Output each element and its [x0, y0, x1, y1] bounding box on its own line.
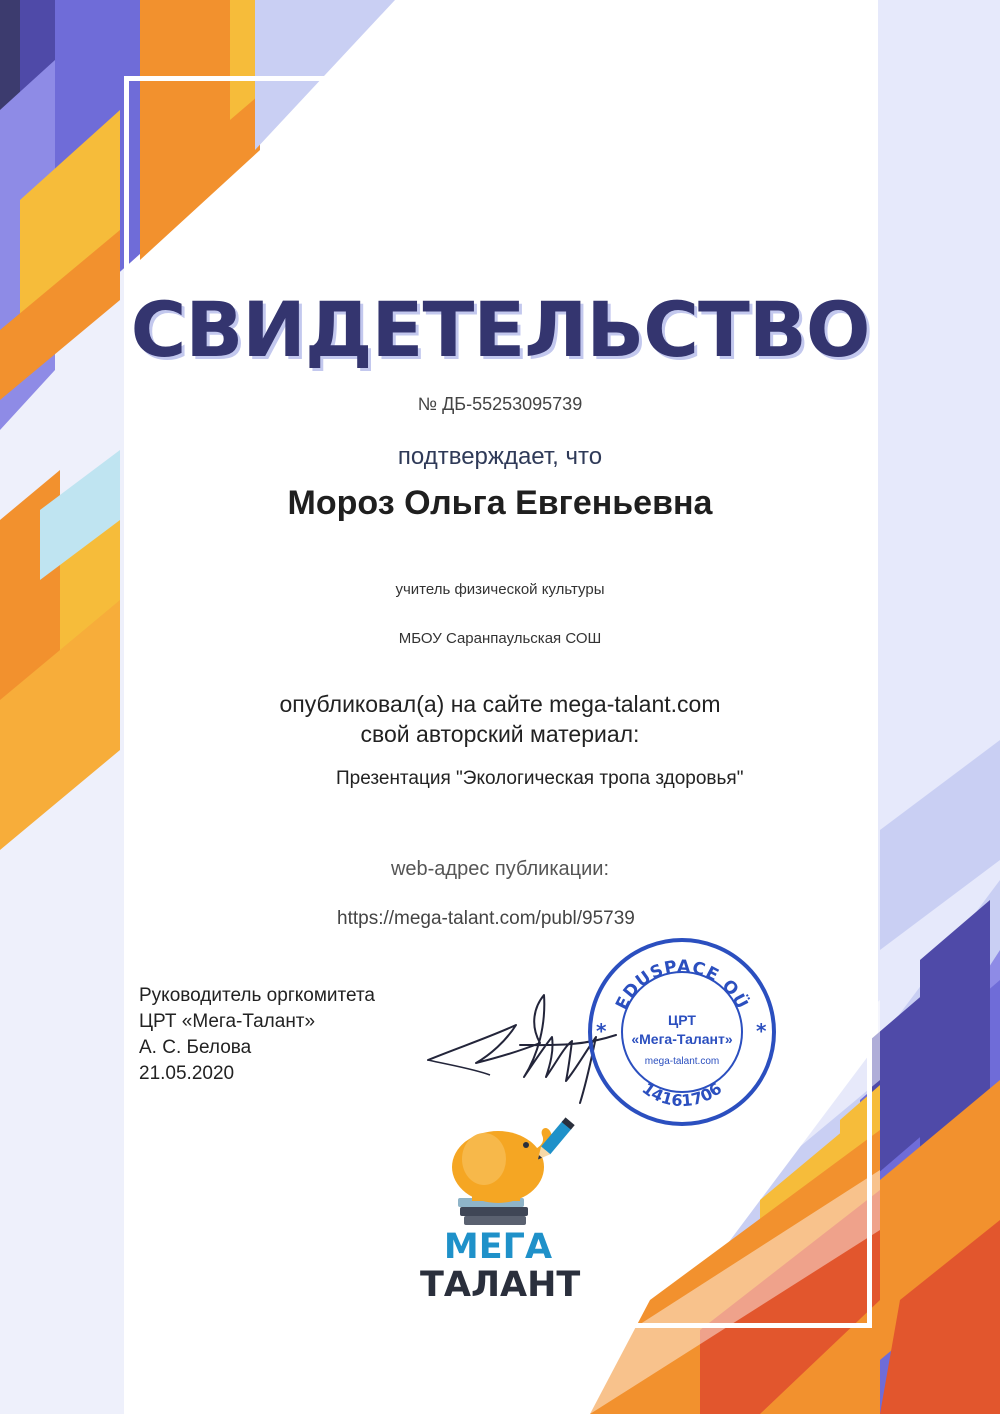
svg-text:14161706: [639, 1079, 726, 1111]
logo-word-2: ТАЛАНТ: [420, 1265, 581, 1305]
stamp-line-1: ЦРТ: [668, 1012, 696, 1028]
recipient-position: учитель физической культуры: [395, 581, 605, 598]
web-address-label: web-адрес публикации:: [390, 858, 610, 880]
published-line-2: свой авторский материал:: [360, 721, 640, 747]
brand-logo: [420, 1227, 581, 1305]
stamp-line-2: «Мега-Талант»: [631, 1031, 733, 1047]
recipient-school: МБОУ Саранпаульская СОШ: [398, 630, 602, 647]
web-address-link[interactable]: https://mega-talant.com/publ/95739: [337, 908, 635, 929]
signature-date: 21.05.2020: [139, 1063, 235, 1084]
svg-text:*: *: [756, 1019, 767, 1043]
signer-block: [139, 983, 375, 1087]
signer-role-line-1: Руководитель оргкомитета: [139, 985, 375, 1006]
published-line-1: опубликовал(а) на сайте mega-talant.com: [279, 691, 721, 717]
stamp-site: mega-talant.com: [644, 1056, 720, 1067]
certificate-title: СВИДЕТЕЛЬСТВО: [130, 285, 870, 374]
confirms-text: подтверждает, что: [397, 443, 603, 470]
elephant-logo-icon: [418, 1115, 588, 1230]
svg-text:*: *: [596, 1019, 607, 1043]
signer-role-line-2: ЦРТ «Мега-Талант»: [139, 1011, 316, 1032]
signer-name: А. С. Белова: [139, 1037, 252, 1058]
stamp-code: 14161706: [638, 1078, 726, 1111]
logo-word-1: МЕГА: [443, 1227, 553, 1267]
published-statement: [0, 689, 1000, 749]
stamp-org-text: EDUSPACE OÜ: [612, 956, 752, 1014]
official-stamp: [582, 932, 782, 1132]
recipient-name: Мороз Ольга Евгеньевна: [287, 484, 713, 522]
svg-text:EDUSPACE OÜ: [612, 957, 754, 1013]
material-title: Презентация "Экологическая тропа здоровья": [336, 768, 744, 789]
certificate-number: № ДБ-55253095739: [417, 394, 583, 414]
